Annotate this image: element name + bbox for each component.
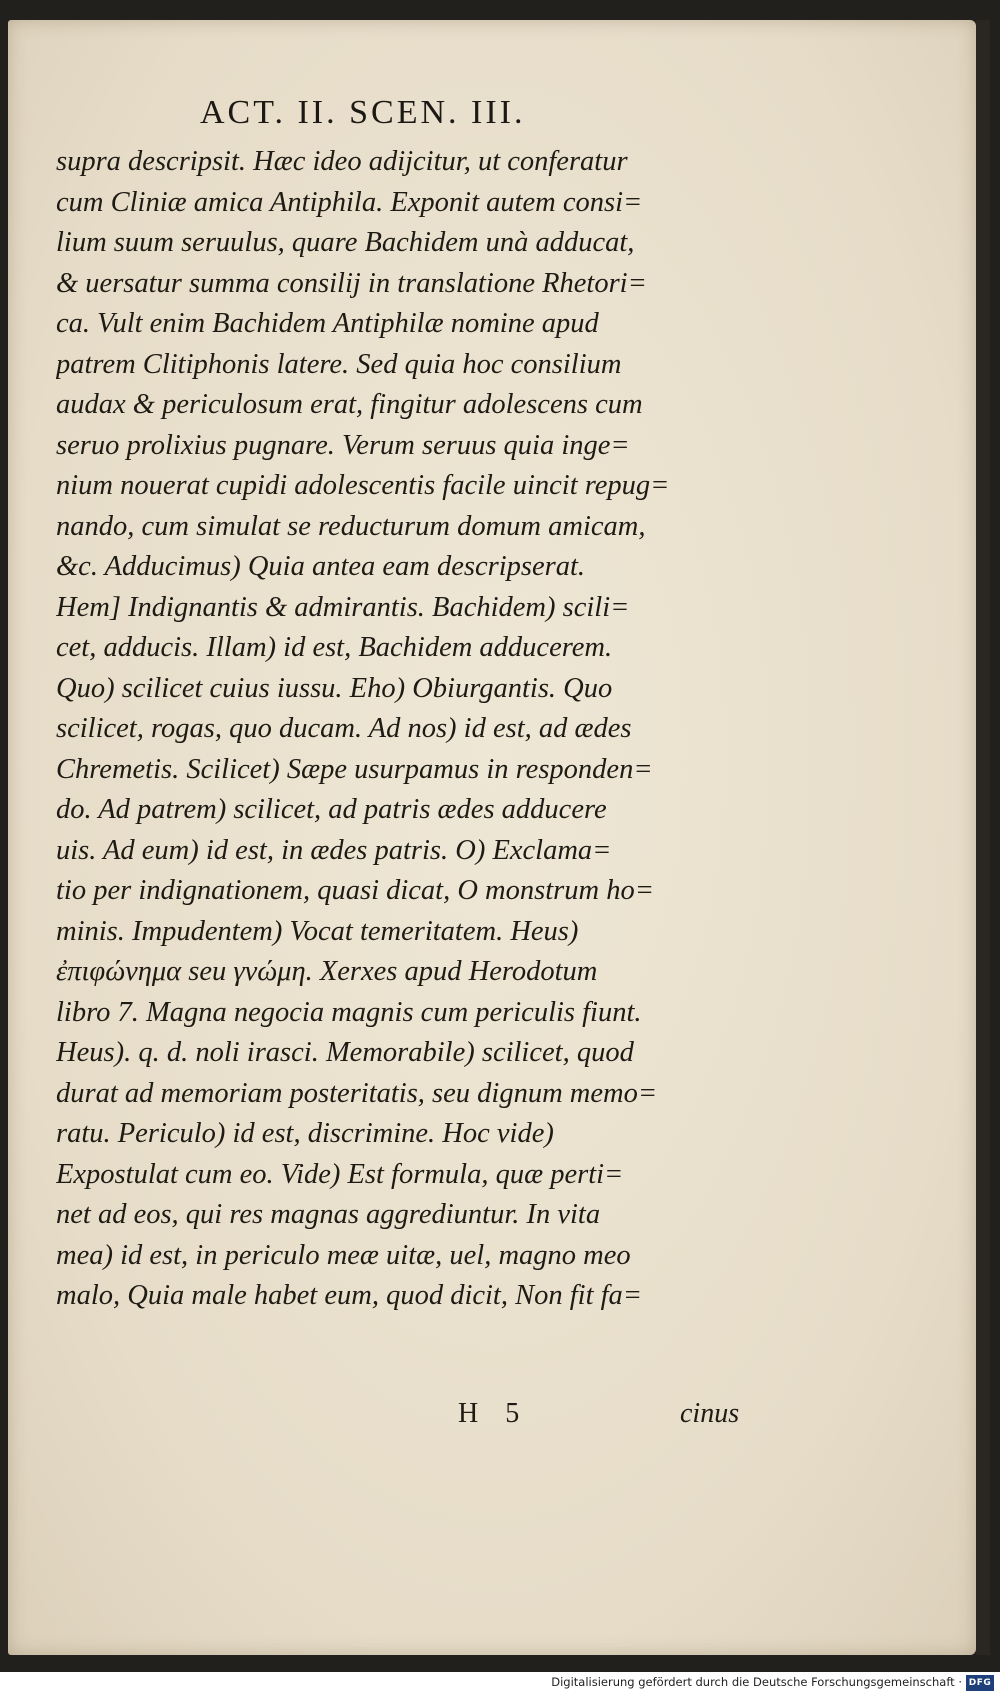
- text-line: do. Ad patrem) scilicet, ad patris ædes adducere: [56, 794, 607, 825]
- running-head: ACT. II. SCEN. III.: [200, 94, 526, 131]
- catchword: cinus: [680, 1398, 740, 1429]
- text-line: cum Cliniæ amica Antiphila. Exponit autem consi=: [56, 186, 643, 218]
- text-line: uis. Ad eum) id est, in ædes patris. O) Exclama=: [56, 834, 612, 866]
- text-line: malo, Quia male habet eum, quod dicit, Non fit fa=: [56, 1280, 643, 1311]
- text-line: ratu. Periculo) id est, discrimine. Hoc vide): [56, 1118, 554, 1149]
- text-line: nando, cum simulat se reducturum domum amicam,: [56, 510, 646, 542]
- dfg-logo: DFG: [966, 1675, 994, 1691]
- text-line: net ad eos, qui res magnas aggrediuntur. In vita: [56, 1199, 601, 1230]
- commentary-text: [56, 142, 768, 1317]
- text-line: lium suum seruulus, quare Bachidem unà adducat,: [56, 227, 635, 258]
- text-line: tio per indignationem, quasi dicat, O monstrum ho=: [56, 875, 654, 906]
- text-line: Expostulat cum eo. Vide) Est formula, quæ perti=: [56, 1158, 624, 1190]
- text-line: cet, adducis. Illam) id est, Bachidem adducerem.: [56, 632, 613, 663]
- text-line: patrem Clitiphonis latere. Sed quia hoc consilium: [56, 348, 622, 380]
- page-foot: [56, 1398, 768, 1438]
- text-line: ca. Vult enim Bachidem Antiphilæ nomine apud: [56, 308, 599, 339]
- book-edge: [976, 20, 990, 1655]
- text-line: mea) id est, in periculo meæ uitæ, uel, magno meo: [56, 1239, 631, 1271]
- text-line: Heus). q. d. noli irasci. Memorabile) scilicet, quod: [56, 1037, 634, 1068]
- text-line: libro 7. Magna negocia magnis cum periculis fiunt.: [56, 996, 642, 1028]
- text-line: minis. Impudentem) Vocat temeritatem. Heus): [56, 915, 579, 947]
- text-line: scilicet, rogas, quo ducam. Ad nos) id est, ad ædes: [56, 713, 632, 744]
- text-line: audax & periculosum erat, fingitur adolescens cum: [56, 389, 643, 420]
- signature-mark: H 5: [458, 1398, 530, 1429]
- text-line: Chremetis. Scilicet) Sæpe usurpamus in responden=: [56, 753, 653, 785]
- text-line: Quo) scilicet cuius iussu. Eho) Obiurgantis. Quo: [56, 672, 613, 704]
- text-line: nium nouerat cupidi adolescentis facile uincit repug=: [56, 470, 670, 501]
- funding-credit: Digitalisierung gefördert durch die Deutsche Forschungsgemeinschaft ·: [551, 1675, 962, 1689]
- text-line: supra descripsit. Hæc ideo adijcitur, ut conferatur: [56, 146, 628, 177]
- text-line: Hem] Indignantis & admirantis. Bachidem) scili=: [56, 591, 630, 623]
- text-line: & uersatur summa consilij in translatione Rhetori=: [56, 267, 647, 299]
- text-line: &c. Adducimus) Quia antea eam descripserat.: [56, 551, 586, 582]
- text-line: seruo prolixius pugnare. Verum seruus quia inge=: [56, 429, 630, 461]
- text-line: durat ad memoriam posteritatis, seu dignum memo=: [56, 1077, 658, 1109]
- text-line: ἐπιφώνημα seu γνώμη. Xerxes apud Herodotum: [56, 956, 598, 987]
